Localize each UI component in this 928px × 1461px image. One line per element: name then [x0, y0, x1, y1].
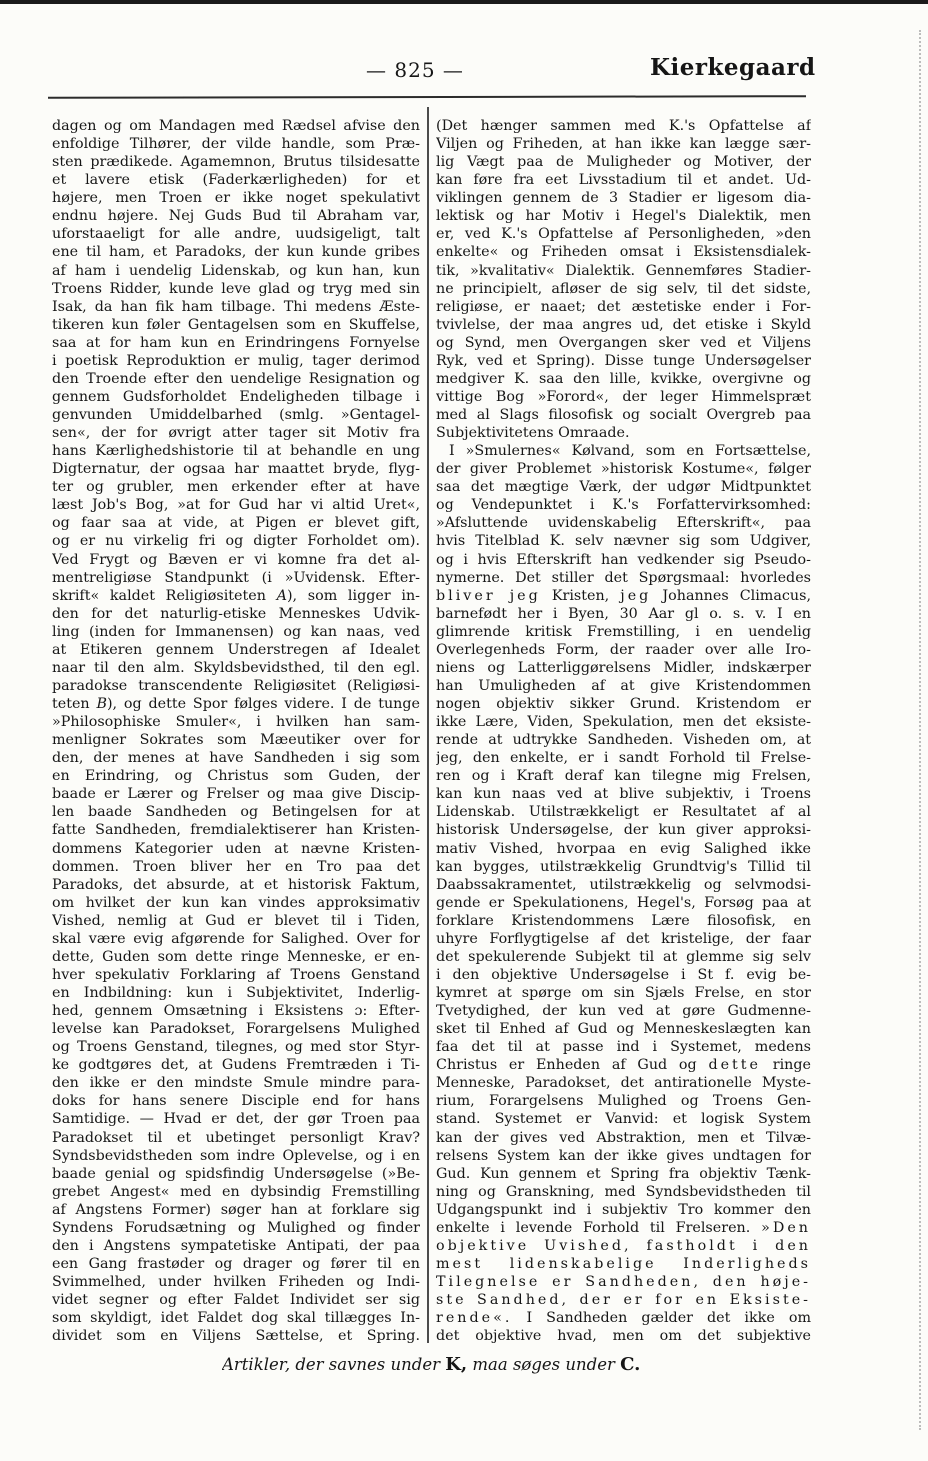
- text-line: [436, 713, 811, 731]
- text-line: [436, 135, 811, 153]
- text-segment: ter og grubler, men erkender efter at have: [52, 479, 420, 496]
- text-line: [436, 821, 811, 839]
- text-segment: fatte Sandheden, fremdialektiserer han Kristen-: [52, 822, 420, 839]
- text-segment: Isak, da han fik ham tilbage. Thi medens Æste-: [52, 298, 420, 315]
- text-line: [52, 767, 420, 785]
- text-line: [436, 334, 811, 352]
- text-line: [52, 406, 420, 424]
- text-line: [436, 1201, 811, 1219]
- text-line: [52, 153, 420, 171]
- text-segment: grebet Angest« med en dybsindig Fremstilling: [52, 1183, 420, 1200]
- text-segment: B: [96, 696, 107, 712]
- text-line: [52, 370, 420, 388]
- text-segment: den Troende efter den uendelige Resignation og: [52, 370, 420, 387]
- text-line: [436, 1309, 811, 1327]
- text-line: [436, 262, 811, 280]
- text-line: [52, 243, 420, 261]
- text-segment: forklare Kristendommens Lære filosofisk, en: [436, 912, 811, 929]
- text-line: [436, 731, 811, 749]
- text-line: [436, 1237, 811, 1255]
- text-line: [52, 1273, 420, 1291]
- text-segment: som skyldigt, idet Faldet dog skal tillægges In-: [52, 1310, 420, 1327]
- text-segment: den i Angstens sympatetiske Antipati, der paa: [52, 1237, 420, 1254]
- text-segment: K,: [445, 1354, 468, 1375]
- text-segment: Tilegnelse er Sandheden, den høje-: [436, 1274, 811, 1290]
- text-segment: lig Vægt paa de Muligheder og Motiver, der: [436, 154, 811, 171]
- footer-note: [222, 1354, 742, 1376]
- text-line: [52, 966, 420, 984]
- text-segment: det objektive hvad, men om det subjektive: [436, 1328, 811, 1345]
- text-line: [436, 966, 811, 984]
- text-segment: hed, gennem Omsætning i Eksistens ɔ: Efter-: [52, 1003, 420, 1020]
- text-line: [52, 930, 420, 948]
- text-line: [52, 1092, 420, 1110]
- text-column-right: [436, 117, 811, 1345]
- text-segment: ning og Granskning, med Syndsbevidstheden til: [436, 1183, 811, 1200]
- text-segment: vittige Bog »Forord«, der leger Himmelspræt: [436, 388, 811, 405]
- text-line: [52, 424, 420, 442]
- text-line: [436, 460, 811, 478]
- text-line: [436, 876, 811, 894]
- text-segment: sen«, der for øvrigt atter tager sit Motiv fra: [52, 425, 420, 442]
- text-line: [436, 894, 811, 912]
- text-segment: Paradokset til et ubetinget personligt Krav?: [52, 1129, 420, 1146]
- text-segment: medgiver K. saa den lille, kvikke, overgivne og: [436, 370, 811, 387]
- text-line: [52, 984, 420, 1002]
- text-segment: dagen og om Mandagen med Rædsel afvise den: [52, 118, 420, 134]
- text-line: [436, 659, 811, 677]
- text-segment: og Synd, men Overgangen sker ved et Viljens: [436, 334, 811, 351]
- text-line: [436, 695, 811, 713]
- text-line: [52, 532, 420, 550]
- text-segment: i poetisk Reproduktion er mulig, tager derimod: [52, 352, 420, 369]
- text-line: [436, 1219, 811, 1237]
- text-line: [436, 1002, 811, 1020]
- text-line: [222, 1354, 742, 1376]
- scan-top-edge: [0, 0, 928, 4]
- text-segment: objektive Uvished, fastholdt i den: [436, 1237, 811, 1254]
- text-segment: Christus er Enheden af Gud og: [436, 1057, 709, 1074]
- text-line: [436, 406, 811, 424]
- text-segment: sket til Enhed af Gud og Menneskeslægten kan: [436, 1021, 811, 1038]
- text-line: [436, 316, 811, 334]
- text-segment: Tvetydighed, der kun ved at gøre Gudmenne-: [436, 1003, 811, 1020]
- text-segment: doks for hans senere Disciple end for hans: [52, 1093, 420, 1110]
- text-segment: skrift« kaldet Religiøsiteten: [52, 587, 277, 604]
- text-segment: enfoldige Tilhører, der vilde handle, som Præ-: [52, 136, 420, 153]
- text-segment: lektisk og har Motiv i Hegel's Dialektik, men: [436, 208, 811, 225]
- column-divider: [427, 107, 429, 1343]
- text-segment: Johannes Climacus,: [651, 587, 811, 604]
- text-segment: højere, men Troen er ikke noget spekulativt: [52, 190, 420, 207]
- text-segment: Viljen og Friheden, at han ikke kan lægge sær-: [436, 136, 811, 153]
- text-segment: Menneske, Paradokset, det antirationelle Myste-: [436, 1075, 811, 1092]
- text-segment: glimrende kritisk Fremstilling, i en uendelig: [436, 623, 811, 640]
- text-line: [52, 1237, 420, 1255]
- text-line: [436, 478, 811, 496]
- text-line: [436, 1092, 811, 1110]
- text-segment: hvis Titelblad K. selv nævner sig som Udgiver,: [436, 533, 811, 550]
- text-line: [436, 388, 811, 406]
- text-segment: saa det mægtige Værk, der udgør Midtpunktet: [436, 479, 811, 496]
- text-segment: Syndsbevidstheden som indre Oplevelse, og i en: [52, 1147, 420, 1164]
- text-segment: en Indbildning: kun i Subjektivitet, Inderlig-: [52, 985, 420, 1001]
- text-segment: jeg: [620, 587, 652, 604]
- text-line: [52, 713, 420, 731]
- text-line: [436, 225, 811, 243]
- text-line: [52, 1129, 420, 1147]
- text-segment: »Philosophiske Smuler«, i hvilken han sam-: [52, 714, 420, 731]
- text-segment: der giver Problemet »historisk Kostume«, følger: [436, 461, 811, 478]
- text-line: [52, 514, 420, 532]
- text-segment: ren og i Kraft deraf kan tilegne mig Frelsen,: [436, 768, 811, 785]
- text-segment: ikke Lære, Viden, Spekulation, men det eksiste-: [436, 714, 811, 731]
- text-line: [52, 442, 420, 460]
- text-segment: »Afsluttende uvidenskabelig Efterskrift«, paa: [436, 515, 811, 532]
- text-line: [52, 1038, 420, 1056]
- text-line: [52, 749, 420, 767]
- text-segment: at Etikeren gennem Understregen af Idealet: [52, 641, 420, 658]
- text-segment: stand. Systemet er Vanvid: et logisk System: [436, 1111, 811, 1128]
- text-segment: om hvilket der kun kan vindes approksimativ: [52, 894, 420, 911]
- text-segment: ), som ligger in-: [286, 587, 420, 604]
- text-segment: i den objektive Undersøgelse i St f. evig be-: [436, 966, 811, 983]
- text-line: [52, 334, 420, 352]
- text-segment: dette, Guden som dette ringe Menneske, er en-: [52, 948, 420, 965]
- page-number: — 825 —: [366, 58, 464, 82]
- text-segment: paradokse transcendente Religiøsitet (Religiøsi-: [52, 677, 420, 694]
- text-segment: dommens Kategorier uden at nævne Kristen-: [52, 840, 420, 857]
- text-line: [52, 1165, 420, 1183]
- text-segment: nogen objektiv sikker Grund. Kristendom er: [436, 696, 811, 712]
- text-line: [436, 1020, 811, 1038]
- text-line: [52, 280, 420, 298]
- text-line: [52, 785, 420, 803]
- text-segment: og faar saa at vide, at Pigen er blevet gift,: [52, 515, 420, 532]
- text-line: [436, 1327, 811, 1345]
- text-segment: Daabssakramentet, utilstrækkelig og selvmodsi-: [436, 876, 811, 893]
- text-line: [436, 930, 811, 948]
- text-segment: kan der gives ved Abstraktion, men et Tilvæ-: [436, 1129, 811, 1146]
- text-line: [52, 1074, 420, 1092]
- text-segment: Overlegenheds Form, der raader over alle Iro-: [436, 641, 811, 658]
- text-segment: Troens Ridder, kunde leve glad og tryg med sin: [52, 280, 420, 297]
- text-line: [436, 587, 811, 605]
- text-line: [52, 677, 420, 695]
- text-line: [436, 840, 811, 858]
- text-line: [52, 352, 420, 370]
- text-line: [436, 948, 811, 966]
- text-line: [436, 171, 811, 189]
- text-line: [52, 695, 420, 713]
- text-line: [52, 388, 420, 406]
- text-line: [52, 659, 420, 677]
- text-segment: den ikke er den mindste Smule mindre para-: [52, 1075, 420, 1092]
- text-segment: Udgangspunkt ind i subjektiv Tro kommer den: [436, 1201, 811, 1218]
- text-segment: mativ Vished, hvorpaa en evig Salighed ikke: [436, 840, 811, 857]
- text-line: [52, 840, 420, 858]
- text-line: [52, 262, 420, 280]
- text-segment: Artikler, der savnes under: [222, 1355, 446, 1374]
- text-segment: Lidenskab. Utilstrækkeligt er Resultatet af al: [436, 804, 811, 821]
- text-segment: Kristen,: [540, 587, 621, 604]
- text-segment: maa søges under: [467, 1355, 621, 1374]
- text-segment: bliver jeg: [436, 587, 541, 604]
- text-segment: ringe: [761, 1057, 811, 1074]
- text-line: [436, 280, 811, 298]
- text-line: [52, 641, 420, 659]
- text-line: [52, 1327, 420, 1345]
- text-line: [436, 243, 811, 261]
- text-line: [52, 605, 420, 623]
- text-segment: kan kun naas ved at blive subjektiv, i Troens: [436, 786, 811, 803]
- text-line: [52, 207, 420, 225]
- text-line: [436, 785, 811, 803]
- scan-right-edge: [919, 30, 921, 1430]
- text-line: [52, 1255, 420, 1273]
- text-segment: religiøse, er naaet; det æstetiske ender i For-: [436, 298, 811, 315]
- text-line: [52, 478, 420, 496]
- text-line: [52, 496, 420, 514]
- text-segment: tvivlelse, der maa angres ud, det etiske i Skyld: [436, 316, 811, 333]
- text-line: [52, 948, 420, 966]
- text-line: [436, 749, 811, 767]
- text-line: [436, 984, 811, 1002]
- text-segment: videt segner og efter Faldet Individet ser sig: [52, 1292, 420, 1309]
- text-segment: ne principielt, afløser de sig selv, til det sidste,: [436, 280, 811, 297]
- text-line: [436, 641, 811, 659]
- text-segment: mest lidenskabelige Inderligheds: [436, 1255, 811, 1272]
- text-segment: rium, Forargelsens Mulighed og Troens Gen-: [436, 1093, 811, 1110]
- text-segment: een Gang frastøder og drager og fører til en: [52, 1255, 420, 1272]
- page-title: Kierkegaard: [650, 54, 816, 81]
- text-segment: Paradoks, det absurde, at et historisk Faktum,: [52, 876, 420, 893]
- text-line: [52, 1201, 420, 1219]
- text-line: [52, 1147, 420, 1165]
- text-line: [52, 821, 420, 839]
- text-segment: A: [276, 587, 287, 604]
- text-segment: sten prædikede. Agamemnon, Brutus tilsidesatte: [52, 154, 420, 171]
- text-line: [436, 1183, 811, 1201]
- text-segment: han Umuligheden af at give Kristendommen: [436, 677, 811, 694]
- text-line: [52, 731, 420, 749]
- text-line: [436, 352, 811, 370]
- text-segment: ), og dette Spor følges videre. I de tunge: [106, 696, 420, 712]
- text-segment: jeg, den enkelte, er i sandt Forhold til Frelse-: [436, 750, 811, 767]
- text-segment: den for det naturlig-etiske Menneskes Udvik-: [52, 605, 420, 622]
- text-line: [436, 424, 811, 442]
- text-segment: ling (inden for Immanensen) og kan naas, ved: [52, 623, 420, 640]
- text-segment: den, der menes at have Sandheden i sig som: [52, 750, 420, 767]
- text-line: [436, 1129, 811, 1147]
- text-segment: Vished, nemlig at Gud er blevet til i Tiden,: [52, 912, 420, 929]
- header-rule: [48, 95, 806, 99]
- text-line: [52, 298, 420, 316]
- text-segment: tikeren kun føler Gentagelsen som en Skuffelse,: [52, 316, 420, 333]
- text-segment: levelse kan Paradokset, Forargelsens Mulighed: [52, 1021, 420, 1038]
- text-segment: endnu højere. Nej Guds Bud til Abraham var,: [52, 208, 420, 225]
- text-segment: uforstaaeligt for alle andre, uudsigeligt, talt: [52, 226, 420, 243]
- text-line: [52, 876, 420, 894]
- text-segment: og er nu virkelig fri og digter Forholdet om).: [52, 533, 420, 550]
- text-line: [436, 496, 811, 514]
- text-line: [52, 803, 420, 821]
- text-line: [52, 1056, 420, 1074]
- text-segment: rende«.: [436, 1310, 513, 1327]
- text-line: [436, 442, 811, 460]
- text-segment: mentreligiøse Standpunkt (i »Uvidensk. Efter-: [52, 569, 420, 586]
- text-line: [52, 623, 420, 641]
- text-segment: ene til ham, et Paradoks, der kun kunde gribes: [52, 244, 420, 261]
- text-line: [52, 135, 420, 153]
- text-segment: af ham i uendelig Lidenskab, og kun han, kun: [52, 262, 420, 279]
- text-line: [52, 316, 420, 334]
- text-line: [52, 1020, 420, 1038]
- text-segment: skal være evig afgørende for Salighed. Over for: [52, 930, 420, 947]
- text-segment: kan føre fra eet Livsstadium til et andet. Ud-: [436, 172, 811, 189]
- text-line: [52, 1291, 420, 1309]
- text-segment: og i hvis Efterskrift han vedkender sig Pseudo-: [436, 551, 811, 568]
- text-segment: enkelte« og Friheden omsat i Eksistensdialek-: [436, 244, 811, 261]
- text-segment: tik, »kvalitativ« Dialektik. Gennemføres Stadier-: [436, 262, 811, 279]
- text-segment: rende at udtrykke Sandheden. Visheden om, at: [436, 732, 811, 749]
- text-line: [436, 532, 811, 550]
- text-line: [52, 171, 420, 189]
- text-line: [436, 1165, 811, 1183]
- text-line: [436, 370, 811, 388]
- text-line: [52, 1183, 420, 1201]
- text-segment: saa at for ham kun en Erindringens Fornyelse: [52, 334, 420, 351]
- text-line: [436, 858, 811, 876]
- text-line: [436, 1273, 811, 1291]
- text-line: [52, 1219, 420, 1237]
- text-line: [52, 460, 420, 478]
- text-segment: Samtidige. — Hvad er det, der gør Troen paa: [52, 1111, 420, 1128]
- text-line: [436, 189, 811, 207]
- text-segment: baade er Lærer og Frelser og maa give Discip-: [52, 786, 420, 803]
- text-segment: nymerne. Det stiller det Spørgsmaal: hvorledes: [436, 569, 811, 586]
- text-segment: genvunden Umiddelbarhed (smlg. »Gentagel-: [52, 407, 420, 423]
- text-line: [436, 153, 811, 171]
- text-line: [436, 1074, 811, 1092]
- text-line: [436, 1255, 811, 1273]
- text-line: [52, 894, 420, 912]
- text-segment: I Sandheden gælder det ikke om: [512, 1310, 811, 1327]
- text-segment: og Troens Genstand, tilegnes, og med stor Styr-: [52, 1039, 420, 1056]
- text-segment: baade genial og spidsfindig Undersøgelse (»Be-: [52, 1165, 420, 1182]
- text-segment: Gud. Kun gennem et Spring fra objektiv Tænk-: [436, 1165, 811, 1182]
- text-segment: C.: [620, 1354, 641, 1375]
- text-segment: I »Smulernes« Kølvand, som en Fortsættelse,: [449, 443, 811, 460]
- text-segment: med al Slags filosofisk og socialt Overgreb paa: [436, 407, 811, 423]
- text-line: [436, 514, 811, 532]
- text-line: [436, 117, 811, 135]
- text-segment: dette: [708, 1057, 762, 1074]
- text-segment: Digternatur, der ogsaa har maattet bryde, flyg-: [52, 461, 420, 478]
- text-line: [436, 767, 811, 785]
- text-line: [52, 1002, 420, 1020]
- text-line: [436, 569, 811, 587]
- text-column-left: [52, 117, 420, 1345]
- text-segment: naar til den alm. Skyldsbevidsthed, til den egl.: [52, 659, 420, 676]
- text-segment: faa det til at passe ind i Systemet, medens: [436, 1039, 811, 1056]
- text-segment: Syndens Forudsætning og Mulighed og finder: [52, 1219, 420, 1236]
- text-segment: teten: [52, 696, 97, 712]
- text-segment: Svimmelhed, under hvilken Friheden og Indi-: [52, 1274, 420, 1290]
- text-segment: og Vendepunktet i K.'s Forfattervirksomhed:: [436, 497, 811, 514]
- text-segment: barnefødt her i Byen, 30 Aar gl o. s. v. I en: [436, 605, 811, 622]
- text-line: [52, 1309, 420, 1327]
- text-line: [52, 912, 420, 930]
- text-line: [52, 1110, 420, 1128]
- text-line: [52, 569, 420, 587]
- text-segment: enkelte i levende Forhold til Frelseren.: [436, 1219, 762, 1236]
- text-line: [436, 803, 811, 821]
- text-line: [436, 1110, 811, 1128]
- text-line: [52, 117, 420, 135]
- text-segment: (Det hænger sammen med K.'s Opfattelse af: [436, 118, 811, 134]
- text-segment: hans Kærlighedshistorie til at behandle en ung: [52, 443, 420, 460]
- text-segment: menligner Sokrates som Mæeutiker over for: [52, 732, 420, 749]
- text-line: [52, 551, 420, 569]
- text-line: [436, 677, 811, 695]
- text-segment: Ryk, ved et Spring). Disse tunge Undersøgelser: [436, 352, 811, 369]
- text-segment: Ved Frygt og Bæven er vi komne fra det al-: [52, 551, 420, 568]
- text-segment: læst Job's Bog, »at for Gud har vi altid Uret«,: [52, 497, 420, 514]
- text-line: [436, 207, 811, 225]
- text-segment: historisk Undersøgelse, der kun giver approksi-: [436, 822, 811, 839]
- text-segment: et lavere etisk (Faderkærligheden) for et: [52, 172, 420, 189]
- text-line: [52, 858, 420, 876]
- text-segment: gennem Gudsforholdet Endeligheden tilbage i: [52, 388, 420, 405]
- text-segment: hver spekulativ Forklaring af Troens Genstand: [52, 966, 420, 983]
- text-segment: len baade Sandheden og Betingelsen for at: [52, 804, 420, 821]
- text-segment: kan bygges, utilstrækkelig Grundtvig's Tillid til: [436, 858, 811, 875]
- text-segment: dommen. Troen bliver her en Tro paa det: [52, 858, 420, 875]
- text-line: [52, 225, 420, 243]
- text-segment: af Angstens Former) søger han at forklare sig: [52, 1201, 420, 1218]
- text-line: [436, 912, 811, 930]
- text-segment: en Erindring, og Christus som Guden, der: [52, 768, 420, 785]
- text-line: [436, 623, 811, 641]
- text-segment: gende er Spekulationens, Hegel's, Forsøg paa at: [436, 894, 811, 911]
- text-segment: er, ved K.'s Opfattelse af Personligheden, »den: [436, 226, 811, 243]
- text-line: [436, 298, 811, 316]
- text-segment: »Den: [761, 1219, 811, 1236]
- text-line: [436, 1056, 811, 1074]
- text-line: [52, 189, 420, 207]
- text-segment: det spekulerende Subjekt til at glemme sig selv: [436, 948, 811, 965]
- text-segment: Subjektivitetens Omraade.: [436, 425, 630, 442]
- text-segment: ke godtgøres det, at Gudens Fremtræden i Ti-: [52, 1057, 420, 1074]
- text-segment: kymret at spørge om sin Sjæls Frelse, en stor: [436, 985, 811, 1001]
- text-line: [436, 1038, 811, 1056]
- text-segment: ste Sandhed, der er for en Eksiste-: [436, 1292, 811, 1309]
- text-segment: uhyre Forflygtigelse af det kristelige, der faar: [436, 930, 811, 947]
- text-line: [52, 587, 420, 605]
- text-segment: viklingen gennem de 3 Stadier er ligesom dia-: [436, 190, 811, 207]
- text-segment: dividet som en Viljens Sættelse, et Spring.: [52, 1328, 420, 1345]
- text-line: [436, 605, 811, 623]
- text-segment: niens og Latterliggørelsens Midler, indskærper: [436, 659, 811, 676]
- text-segment: relsens System kan der ikke gives undtagen for: [436, 1147, 811, 1164]
- text-line: [436, 1147, 811, 1165]
- text-line: [436, 1291, 811, 1309]
- text-line: [436, 551, 811, 569]
